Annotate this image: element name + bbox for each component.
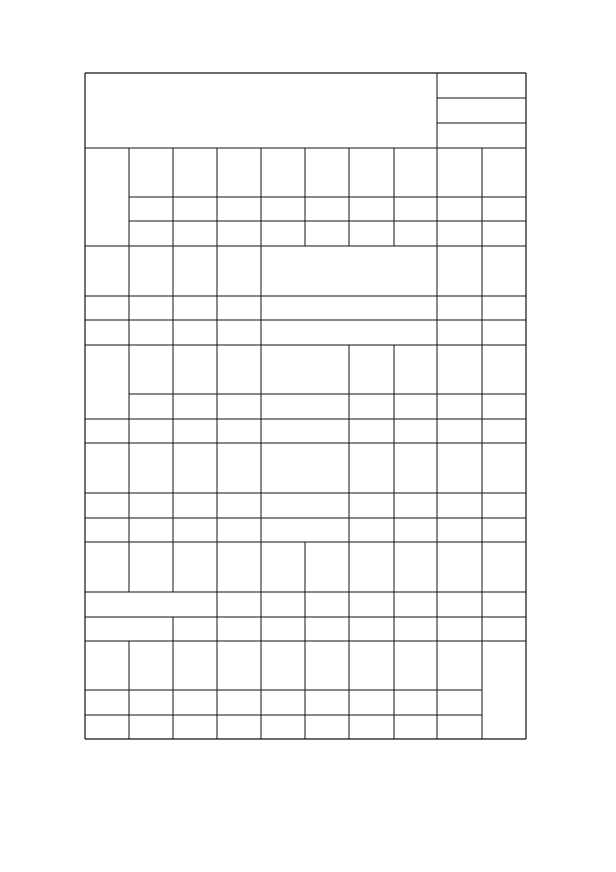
page-reference: [482, 320, 526, 345]
radical-number: [305, 592, 349, 617]
radical-number: [217, 296, 261, 320]
radical-number: [129, 197, 173, 221]
page-reference: [129, 419, 173, 443]
radical-number: [437, 394, 482, 419]
page-reference: [261, 518, 349, 542]
page-reference: [437, 518, 482, 542]
page-reference: [85, 518, 129, 542]
radical-number: [217, 197, 261, 221]
page-reference: [217, 320, 261, 345]
page-reference: [394, 221, 437, 246]
radical-number: [217, 394, 261, 419]
radical-number: [261, 197, 305, 221]
radical-number: [261, 592, 305, 617]
page-reference: [261, 221, 305, 246]
radical-number: [349, 197, 394, 221]
radical-number: [482, 197, 526, 221]
radical-number: [482, 493, 526, 518]
radical-number: [437, 493, 482, 518]
header-label-number: [437, 99, 526, 124]
page-reference: [173, 419, 217, 443]
radical-number: [85, 493, 129, 518]
radical-number: [482, 394, 526, 419]
radical-number: [85, 296, 129, 320]
page-reference: [129, 518, 173, 542]
radical-number: [217, 493, 261, 518]
radical-number: [261, 394, 349, 419]
page-reference: [437, 419, 482, 443]
radical-number: [217, 592, 261, 617]
page-reference: [129, 221, 173, 246]
page-reference: [349, 518, 394, 542]
page-reference: [85, 419, 129, 443]
radical-number: [305, 197, 349, 221]
page-reference: [394, 518, 437, 542]
radical-number: [437, 197, 482, 221]
header-label-page: [437, 124, 526, 149]
radical-number: [85, 592, 217, 617]
page-reference: [482, 221, 526, 246]
page-reference: [261, 320, 437, 345]
radical-number: [394, 493, 437, 518]
footer: [16, 839, 30, 850]
radical-number: [129, 296, 173, 320]
page-reference: [217, 518, 261, 542]
page-reference: [217, 221, 261, 246]
page-reference: [394, 419, 437, 443]
radical-number: [173, 197, 217, 221]
page-title: [85, 73, 437, 148]
page-reference: [349, 419, 394, 443]
radical-number: [482, 296, 526, 320]
page-reference: [261, 419, 349, 443]
radical-number: [129, 493, 173, 518]
radical-number: [394, 197, 437, 221]
radical-number: [261, 296, 437, 320]
radical-number: [261, 493, 349, 518]
radical-number: [349, 592, 394, 617]
header-label-glyph: [437, 74, 526, 99]
page-reference: [173, 320, 217, 345]
page-reference: [437, 320, 482, 345]
page-reference: [217, 419, 261, 443]
page-reference: [305, 221, 349, 246]
radical-number: [394, 592, 437, 617]
radical-number: [349, 394, 394, 419]
radical-number: [482, 592, 526, 617]
page-reference: [173, 518, 217, 542]
page-reference: [349, 221, 394, 246]
radical-number: [437, 296, 482, 320]
radical-number: [394, 394, 437, 419]
radical-number: [129, 394, 173, 419]
radical-number: [173, 394, 217, 419]
radical-number: [173, 493, 217, 518]
radical-number: [437, 592, 482, 617]
page-reference: [85, 320, 129, 345]
radical-number: [349, 493, 394, 518]
radical-number: [173, 296, 217, 320]
page-reference: [173, 221, 217, 246]
page-reference: [437, 221, 482, 246]
page-reference: [129, 320, 173, 345]
page-reference: [482, 518, 526, 542]
